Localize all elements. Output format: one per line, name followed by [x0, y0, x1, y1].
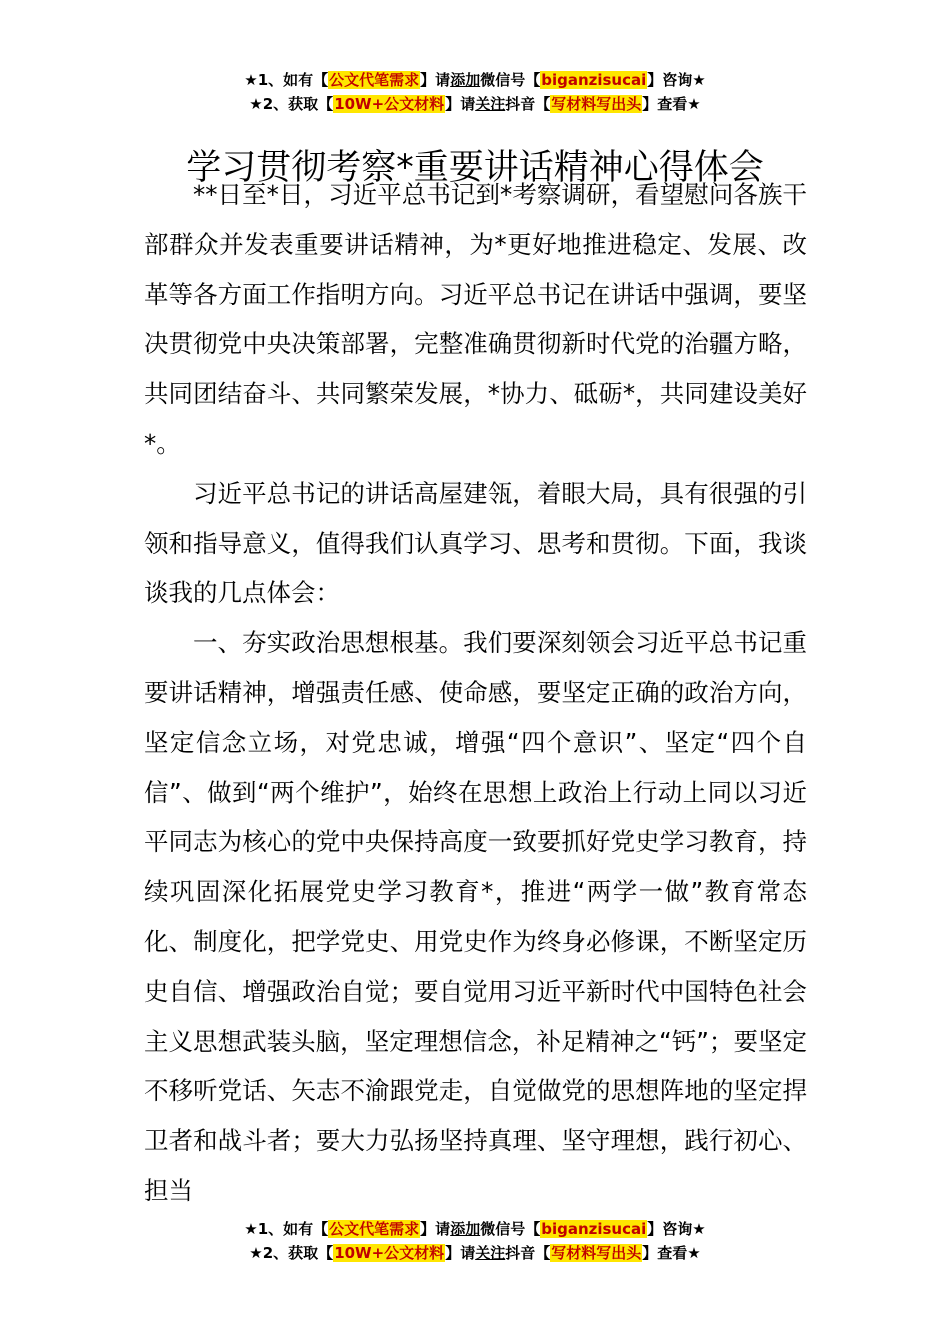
banner-highlight: 公文代笔需求 [329, 71, 420, 89]
banner-text: 微信号【 [480, 71, 541, 89]
banner-text: 】请 [420, 1220, 451, 1238]
paragraph: 一、夯实政治思想根基。我们要深刻领会习近平总书记重要讲话精神，增强责任感、使命感，要坚定正确的政治方向，坚定信念立场，对党忠诚，增强“四个意识”、坚定“四个自信”、做到“两个维护”，始终在思想上政治上行动上同以习近平同志为核心的党中央保持高度一致要抓好党史学习教育，持续巩固深化拓展党史学习教育*，推进“两学一做”教育常态化、制度化，把学党史、用党史作为终身必修课，不断坚定历史自信、增强政治自觉；要自觉用习近平新时代中国特色社会主义思想武装头脑，坚定理想信念，补足精神之“钙”；要坚定不移听党话、矢志不渝跟党走，自觉做党的思想阵地的坚定捍卫者和战斗者；要大力弘扬坚持真理、坚守理想，践行初心、担当 [144, 628, 807, 1205]
banner-line-2 [0, 94, 950, 118]
bottom-banner [0, 1219, 950, 1267]
banner-highlight: biganzisucai [541, 71, 647, 89]
paragraph: **日至*日，习近平总书记到*考察调研，看望慰问各族干部群众并发表重要讲话精神，为*更好地推进稳定、发展、改革等各方面工作指明方向。习近平总书记在讲话中强调，要坚决贯彻党中央决策部署，完整准确贯彻新时代党的治疆方略，共同团结奋斗、共同繁荣发展，*协力、砥砺*，共同建设美好*。 [144, 180, 807, 458]
banner-text: 】查看★ [642, 1244, 701, 1262]
banner-text: ★1、如有【 [244, 1220, 329, 1238]
banner-text: 】查看★ [642, 95, 701, 113]
banner-text: 抖音【 [505, 1244, 551, 1262]
banner-text: ★1、如有【 [244, 71, 329, 89]
banner-underlined-text: 添加 [450, 1220, 481, 1238]
banner-underlined-text: 添加 [450, 71, 481, 89]
banner-line-1 [0, 70, 950, 94]
banner-text: 】请 [420, 71, 451, 89]
banner-highlight: 写材料写出头 [551, 95, 642, 113]
banner-highlight: 公文代笔需求 [329, 1220, 420, 1238]
top-banner [0, 70, 950, 118]
banner-text: 】请 [445, 1244, 476, 1262]
paragraph: 习近平总书记的讲话高屋建瓴，着眼大局，具有很强的引领和指导意义，值得我们认真学习、思考和贯彻。下面，我谈谈我的几点体会： [144, 478, 807, 608]
banner-text: ★2、获取【 [249, 1244, 334, 1262]
document-body [144, 170, 807, 1216]
document-title: 学习贯彻考察*重要讲话精神心得体会 [186, 148, 764, 189]
banner-text: 微信号【 [480, 1220, 541, 1238]
banner-text: 】请 [445, 95, 476, 113]
banner-highlight: 10W+公文材料 [334, 95, 445, 113]
banner-highlight: biganzisucai [541, 1220, 647, 1238]
banner-text: 抖音【 [505, 95, 551, 113]
banner-text: 】咨询★ [647, 1220, 706, 1238]
banner-text: 】咨询★ [647, 71, 706, 89]
banner-underlined-text: 关注 [475, 1244, 506, 1262]
banner-underlined-text: 关注 [475, 95, 506, 113]
banner-highlight: 写材料写出头 [551, 1244, 642, 1262]
banner-text: ★2、获取【 [249, 95, 334, 113]
banner-line-1 [0, 1219, 950, 1243]
banner-highlight: 10W+公文材料 [334, 1244, 445, 1262]
banner-line-2 [0, 1243, 950, 1267]
